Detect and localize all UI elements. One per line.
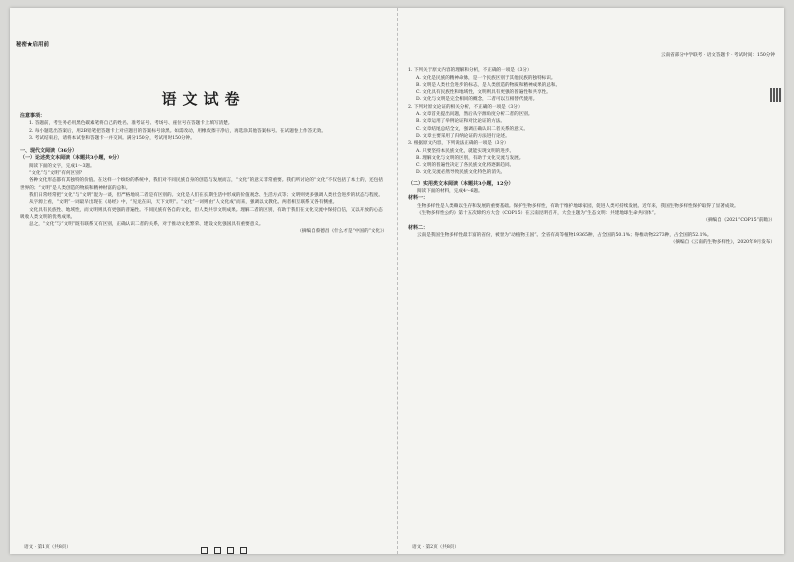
exam-sheet [10,8,784,554]
subsection-heading: （一）论述类文本阅读（本题共3小题，9分） [20,155,122,162]
option: D. 文化交流必然导致民族文化特色的消失。 [416,170,506,176]
article-source: （摘编自蔡德昌《什么才是“中国的”文化》） [297,229,387,235]
question: 3. 根据原文内容，下列说法正确的一项是（3分） [408,141,509,147]
right-header: 云南省部分中学联考 · 语文答题卡 · 考试时间：150分钟 [660,53,775,58]
checkbox [240,547,247,554]
page-number: 语文 · 第2页（共8页） [412,545,459,550]
notice-item: 1. 答题前，考生务必用黑色碳素笔将自己的姓名、准考证号、考场号、座位号在答题卡上填写清楚。 [29,121,233,127]
option: D. 文化与文明是完全相同的概念，二者可以互相替代使用。 [416,97,538,103]
material-source: （摘编自《云南的生物多样性》，2020年9月发布） [670,240,775,246]
material-block [408,181,775,247]
notice-heading: 注意事项： [20,113,46,119]
material-paragraph: 生物多样性是人类赖以生存和发展的重要基础。保护生物多样性，有助于维护地球家园，促进人类可持续发展。近年来，我国生物多样性保护取得了显著成效。 [417,203,739,209]
instruction: 阅读下面的材料，完成4～6题。 [417,189,483,195]
instruction: 阅读下面的文字，完成1～3题。 [29,163,95,169]
material-source: （摘编自《2021“COP15”前瞻》） [703,218,775,224]
checkbox [214,547,221,554]
notice-block [20,113,387,142]
checkbox [201,547,208,554]
notice-item: 2. 每小题选出答案后，用2B铅笔把答题卡上对应题目的答案标号涂黑。如需改动，用橡皮擦干净后，再选涂其他答案标号。在试题卷上作答无效。 [29,128,326,134]
option: A. 文化是民族的精神命脉，是一个民族区别于其他民族的独特标识。 [416,75,556,81]
question-block [408,67,775,176]
article-paragraph: 我们日常经常把“文化”与“文明”混为一谈，但严格地说二者是有区别的。文化是人们在长期生活中形成的价值观念、生活方式等；文明则更多强调人类社会进步的状态与程度。 [29,192,383,198]
section-heading: 一、现代文阅读（36分） [20,148,77,155]
reading-section [20,148,387,236]
material-paragraph: 云南是我国生物多样性最丰富的省份，被誉为“动植物王国”。全省有高等植物19365种，占全国的50.1%；脊椎动物2273种，占全国的52.1%。 [417,232,712,238]
article-title: “文化”与“文明”有何区别？ [29,171,85,177]
left-page [10,8,397,554]
option: A. 只要坚持本民族文化，就能实现文明的进步。 [416,148,515,154]
question: 2. 下列对原文论证的相关分析，不正确的一项是（3分） [408,104,523,110]
option: B. 理解文化与文明的区别，有助于文化交流与发展。 [416,155,524,161]
page-number: 语文 · 第1页（共8页） [24,545,71,550]
checkbox [227,547,234,554]
corner-tag: 秘密★启用前 [16,42,50,48]
page-title: 语文试卷 [161,90,246,108]
material-paragraph: 《生物多样性公约》第十五次缔约方大会（COP15）在云南昆明召开，大会主题为“生态文明：共建地球生命共同体”。 [417,210,659,216]
material-heading: 材料二： [408,224,429,231]
article-paragraph: 各种文化形态都有其独特的价值。在这样一个缤纷的系统中，我们对不同民族自身的创造与发展而言，“文化”的意义非常重要。我们所讨论的“文化”不仅包括了本土的，还包括世界的；“文明”是人类创造的物质和精神财富的总和。 [20,178,383,191]
barcode-icon [770,88,782,102]
question: 1. 下列关于原文内容的理解和分析，不正确的一项是（3分） [408,68,532,74]
option: C. 文章结尾总结全文，强调正确认识二者关系的意义。 [416,126,528,132]
article-paragraph: 文化具有民族性、地域性，而文明则具有更强的普遍性。不同民族有各自的文化，但人类共享文明成果。理解二者的区别，有助于我们在文化交流中保持自信，又以开放的心态吸收人类文明的优秀成果。 [20,207,383,220]
notice-item: 3. 考试结束后，请将本试卷和答题卡一并交回。满分150分，考试用时150分钟。 [29,135,195,141]
article-paragraph: 总之，“文化”与“文明”既有联系又有区别，正确认识二者的关系，对于推动文化繁荣、建设文化强国具有重要意义。 [29,222,264,228]
option: A. 文章首先提出问题，然后从字源角度分析二者的区别。 [416,112,533,118]
material-heading: 材料一： [408,195,429,202]
article-paragraph: 从字源上看，“文明”一词最早出现在《易经》中，“见龙在田，天下文明”。“文化”一词则由“人文化成”而来，强调以文教化。两者相互联系又各有侧重。 [29,200,338,206]
right-page [397,8,785,554]
option: B. 文章运用了举例论证和对比论证的方法。 [416,119,505,125]
option: D. 文章主要采用了归纳论证的方法进行论述。 [416,133,510,139]
answer-boxes [10,539,397,554]
subsection-heading: （二）实用类文本阅读（本题共3小题，12分） [408,180,514,187]
option: C. 文明的普遍性决定了各民族文化将逐渐趋同。 [416,163,515,169]
option: C. 文化具有民族性和地域性，文明则具有更强的普遍性和共享性。 [416,90,551,96]
option: B. 文明是人类社会进步的标志，是人类创造的物质和精神成果的总和。 [416,82,561,88]
